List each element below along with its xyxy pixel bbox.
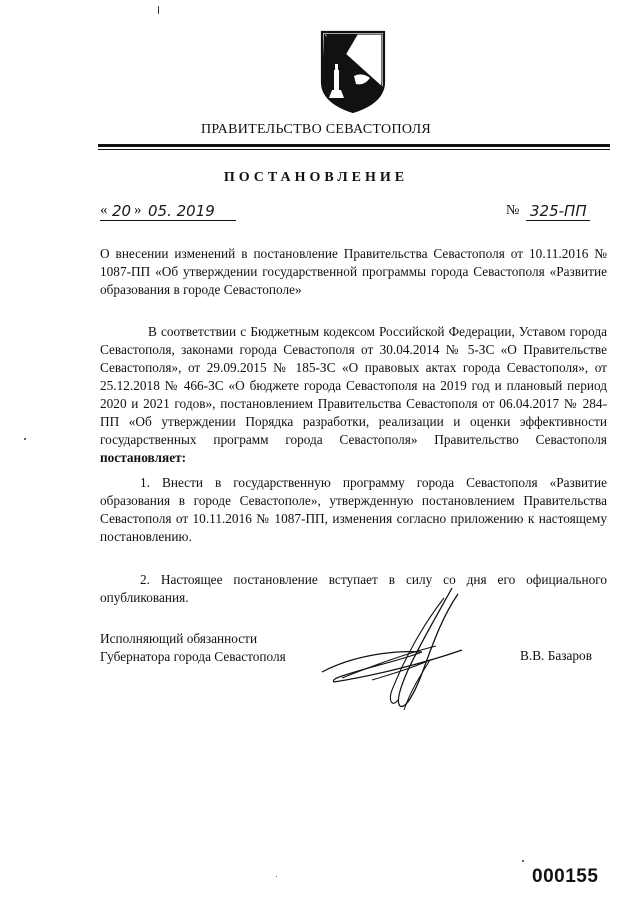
preamble-resolves: постановляет: <box>100 450 187 465</box>
number-sign: № <box>506 203 520 218</box>
date-underline <box>100 220 236 221</box>
document-subject: О внесении изменений в постановление Правительства Севастополя от 10.11.2016 № 1087-ПП «Об утверждении государственной программы города Севастополя «Развитие образования в городе Севастополе» <box>100 246 607 297</box>
scan-dot <box>276 876 277 877</box>
signatory-position <box>100 630 286 666</box>
number-underline <box>526 220 590 221</box>
date-close-quote: » <box>134 202 142 218</box>
header-rule-thick <box>98 144 610 147</box>
date-day: 20 <box>112 202 132 220</box>
preamble <box>100 323 607 467</box>
resolution-item-2: 2. Настоящее постановление вступает в силу со дня его официального опубликования. <box>100 572 607 605</box>
government-title: ПРАВИТЕЛЬСТВО СЕВАСТОПОЛЯ <box>200 122 432 137</box>
number-value: 325-ПП <box>530 202 587 220</box>
sevastopol-coat-of-arms-icon <box>318 28 388 114</box>
scan-mark <box>158 6 159 14</box>
registration-number: 000155 <box>532 866 599 887</box>
document-type-title: ПОСТАНОВЛЕНИЕ <box>223 170 409 185</box>
scan-dot <box>522 860 524 862</box>
scan-dot <box>24 438 26 440</box>
handwritten-signature <box>312 580 492 720</box>
signatory-position-line1: Исполняющий обязанности <box>100 631 258 646</box>
document-number <box>506 202 596 224</box>
resolution-item-1: 1. Внести в государственную программу города Севастополя «Развитие образования в городе Севастополе», утвержденную постановлением Правительства Севастополя от 10.11.2016 № 1087-ПП, изменения согласно приложению к настоящему постановлению. <box>100 475 607 544</box>
date-open-quote: « <box>100 202 108 218</box>
signatory-name: В.В. Базаров <box>520 648 592 663</box>
date-month-year: 05. 2019 <box>148 202 215 220</box>
document-date <box>100 202 240 224</box>
header-rule-thin <box>98 149 610 150</box>
signatory-position-line2: Губернатора города Севастополя <box>100 649 286 664</box>
preamble-text: В соответствии с Бюджетным кодексом Российской Федерации, Уставом города Севастополя, законами города Севастополя от 30.04.2014 № 5-ЗС «О Правительстве Севастополя», от 29.09.2015 № 185-ЗС «О правовых актах города Севастополя», от 25.12.2018 № 466-ЗС «О бюджете города Севастополя на 2019 год и плановый период 2020 и 2021 годов», постановлением Правительства Севастополя от 06.04.2017 № 284-ПП «Об утверждении Порядка разработки, реализации и оценки эффективности государственных программ города Севастополя» Правительство Севастополя <box>100 324 607 447</box>
